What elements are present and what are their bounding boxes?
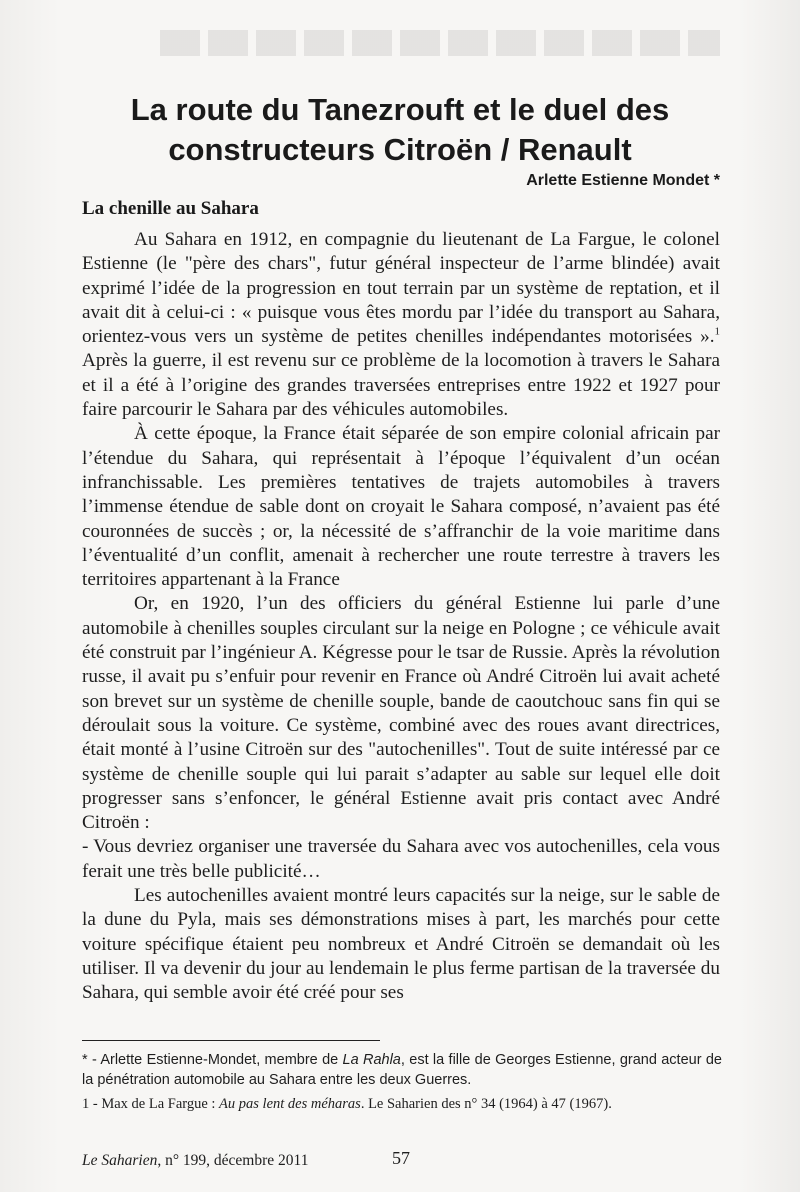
footer-journal: Le Saharien (82, 1152, 158, 1169)
paragraph-1 (82, 228, 720, 422)
footnote-author (82, 1050, 722, 1090)
footnote-ref-1: 1 (714, 325, 720, 338)
footnote-1 (82, 1094, 722, 1114)
footnote-1-prefix: 1 - Max de La Fargue : (82, 1096, 220, 1112)
paragraph-5: Les autochenilles avaient montré leurs capacités sur la neige, sur le sable de la dune du Pyla, mais ses démonstrations mises à part, les marchés pour cette voiture spécifique étaient peu nombreux et André Citroën se demandait où les utiliser. Il va devenir du jour au lendemain le plus ferme partisan de la traversée du Sahara, qui semble avoir été créé pour ses (82, 885, 720, 1004)
title-line-2: constructeurs Citroën / Renault (168, 132, 632, 167)
paragraph-1-text-cont: Après la guerre, il est revenu sur ce problème de la locomotion à travers le Sahara et il a été à l’origine des grandes traversées entreprises entre 1922 et 1927 pour faire parcourir le Sahara par des véhicules automobiles. (82, 350, 720, 421)
paragraph-4-dialogue: - Vous devriez organiser une traversée du Sahara avec vos autochenilles, cela vous ferait une très belle publicité… (82, 836, 720, 882)
footnote-1-italic: Au pas lent des méharas (219, 1096, 361, 1112)
footnote-separator (82, 1040, 380, 1041)
article-body (82, 228, 720, 1006)
article-title (60, 90, 740, 170)
title-line-1: La route du Tanezrouft et le duel des (130, 92, 670, 127)
footnote-author-prefix: * - Arlette Estienne-Mondet, membre de (82, 1052, 343, 1068)
footnote-author-italic: La Rahla (342, 1052, 401, 1068)
section-heading: La chenille au Sahara (82, 198, 259, 219)
footnote-1-suffix: . Le Saharien des n° 34 (1964) à 47 (1967). (360, 1096, 612, 1112)
paragraph-3: Or, en 1920, l’un des officiers du général Estienne lui parle d’une automobile à chenilles souples circulant sur la neige en Pologne ; ce véhicule avait été construit par l’ingénieur A. Kégresse pour le tsar de Russie. Après la révolution russe, il avait pu s’enfuir pour revenir en France où André Citroën lui avait acheté son brevet sur un système de chenille souple, bande de caoutchouc sans fin qui se déroulait sous la voiture. Ce système, combiné avec des roues avant directrices, était monté à l’usine Citroën sur des "autochenilles". Tout de suite intéressé par ce système de chenille souple qui lui parait s’adapter au sable sur lequel elle doit progresser sans s’enfoncer, le général Estienne avait pris contact avec André Citroën : (82, 593, 720, 834)
author-byline: Arlette Estienne Mondet * (526, 172, 720, 189)
footnote-author-suffix: , est la fille de Georges Estienne, grand acteur de la pénétration automobile au Sahara entre les deux Guerres. (82, 1052, 722, 1088)
bleed-through-header (160, 30, 720, 56)
footer-issue: , n° 199, décembre 2011 (157, 1152, 309, 1169)
paragraph-2: À cette époque, la France était séparée de son empire colonial africain par l’étendue du Sahara, qui représentait à l’époque l’équivalent d’un océan infranchissable. Les premières tentatives de trajets automobiles à travers l’immense étendue de sable dont on croyait le Sahara composé, n’avaient pas été couronnées de succès ; or, la nécessité de s’affranchir de la voie maritime dans l’éventualité d’un conflit, amenait à rechercher une route terrestre à travers les territoires appartenant à la France (82, 423, 720, 591)
paragraph-1-text: Au Sahara en 1912, en compagnie du lieutenant de La Fargue, le colonel Estienne (le "père des chars", futur général inspecteur de l’arme blindée) avait exprimé l’idée de la progression en tout terrain par un système de reptation, et il avait dit à celui-ci : « puisque vous êtes mordu par l’idée du transport au Sahara, orientez-vous vers un système de petites chenilles indépendantes motorisées ». (82, 229, 720, 348)
footer-citation (82, 1152, 308, 1170)
page-number: 57 (392, 1148, 410, 1168)
